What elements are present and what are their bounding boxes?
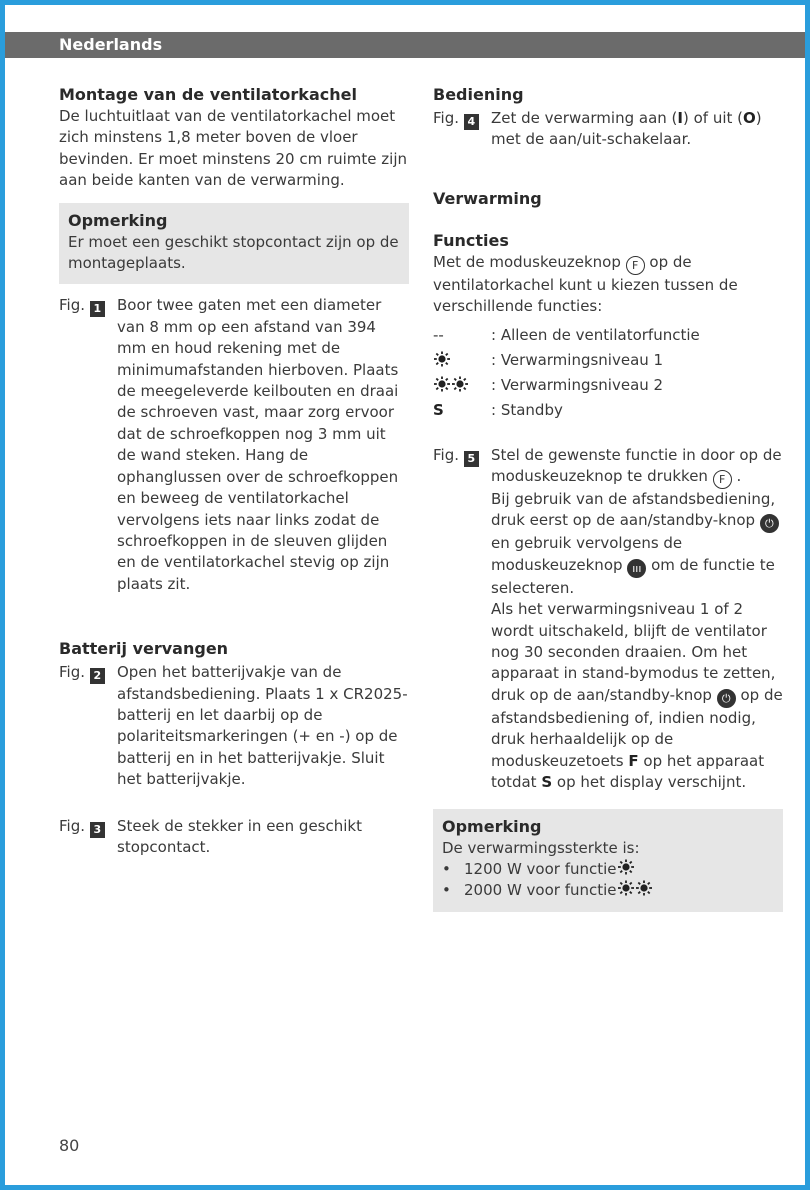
list-item: • 1200 W voor functie [442,859,773,880]
fig-number-badge: 1 [90,301,105,317]
montage-text: De luchtuitlaat van de ventilatorkachel moet zich minstens 1,8 meter boven de vloer bevinden. Er moet minstens 20 cm ruimte zijn aan beide kanten van de verwarming. [59,107,408,190]
fig-number-badge: 2 [90,668,105,684]
fig-4-block [433,108,783,151]
function-item [433,348,783,373]
page-number: 80 [59,1136,80,1155]
fig-4-label [433,108,491,151]
right-column [433,84,783,912]
power-list [442,859,773,902]
language-header [5,32,805,58]
fig-5-block [433,445,783,794]
battery-title: Batterij vervangen [59,639,229,659]
note-box [433,809,783,912]
function-item-text: : Standby [491,400,563,419]
mode-f-icon: F [713,470,732,489]
function-item-text: : Verwarmingsniveau 2 [491,375,664,394]
fig-5-text: Stel de gewenste functie in door op de moduskeuzeknop te drukken F . Bij gebruik van de afstandsbediening, druk eerst op de aan/standby-knop ⏻ en gebruik vervolgens de moduskeuzeknop ııı om de functie te selecteren. Als het verwarmingsniveau 1 of 2 wordt uitschakeld, blijft de ventilator nog 30 seconden draaien. Om het apparaat in stand-bymodus te zetten, druk op de aan/standby-knop ⏻ op de afstandsbediening of, indien nodig, druk herhaaldelijk op de moduskeuzetoets F op het apparaat totdat S op het display verschijnt. [491,445,783,792]
fig-number-badge: 5 [464,451,479,467]
sun-icon [433,376,451,392]
bediening-title: Bediening [433,85,524,104]
fig-label-text: Fig. [433,109,459,127]
function-item-text: : Verwarmingsniveau 1 [491,350,664,369]
left-column [59,84,409,858]
fig-2-text: Open het batterijvakje van de afstandsbediening. Plaats 1 x CR2025-batterij en let daarbij op de polariteitsmarkeringen (+ en -) op de batterij en in het batterijvakje. Sluit het batterijvakje. [117,663,408,789]
fig-1-block [59,295,409,595]
list-item: • 2000 W voor functie [442,880,773,901]
sun-icon [451,376,469,392]
function-item [433,323,783,348]
power-icon: ⏻ [760,514,779,533]
fig-1-label [59,295,117,595]
fig-3-text: Steek de stekker in een geschikt stopcontact. [117,816,362,856]
sun-icon [617,880,635,896]
language-label: Nederlands [59,35,163,54]
power-icon: ⏻ [717,689,736,708]
mode-bars-icon: ııı [627,559,646,578]
standby-symbol: S [433,400,444,419]
montage-title: Montage van de ventilatorkachel [59,85,357,104]
fig-2-block [59,662,409,790]
functies-title: Functies [433,230,509,250]
functies-text: Met de moduskeuzeknop F op de ventilatorkachel kunt u kiezen tussen de verschillende functies: [433,252,738,316]
fig-label-text: Fig. [59,663,85,682]
fig-3-label [59,816,117,859]
fig-label-text: Fig. [433,445,459,464]
fig-5-label [433,445,491,794]
function-item [433,398,783,423]
sun-icon [433,351,451,367]
mode-f-icon: F [626,256,645,275]
note-title: Opmerking [68,210,168,230]
note-title: Opmerking [442,816,542,836]
fig-4-text: Zet de verwarming aan (I) of uit (O) met de aan/uit-schakelaar. [491,109,762,149]
note-text: Er moet een geschikt stopcontact zijn op de montageplaats. [68,232,399,273]
double-sun-icon [433,373,491,398]
function-list [433,323,783,423]
sun-icon [635,880,653,896]
note-text: De verwarmingssterkte is: [442,838,640,857]
verwarming-title: Verwarming [433,188,542,208]
fan-only-symbol: -- [433,325,444,344]
fig-number-badge: 3 [90,822,105,838]
function-item-text: : Alleen de ventilatorfunctie [491,325,700,344]
fig-label-text: Fig. [59,816,85,835]
fig-number-badge: 4 [464,114,479,130]
fig-1-text: Boor twee gaten met een diameter van 8 mm op een afstand van 394 mm en houd rekening met de minimumafstanden hierboven. Plaats de meegeleverde keilbouten en draai de schroeven vast, maar zorg ervoor dat de schroefkoppen nog 3 mm uit de wand steken. Hang de ophanglussen over de schroefkoppen en beweeg de ventilatorkachel vervolgens iets naar links zodat de schroefkoppen in de sleuven glijden en de ventilatorkachel stevig op zijn plaats zit. [117,296,399,593]
function-item [433,373,783,398]
fig-3-block [59,816,409,859]
sun-icon [617,859,635,875]
fig-label-text: Fig. [59,296,85,315]
fig-2-label [59,662,117,790]
note-box [59,203,409,285]
